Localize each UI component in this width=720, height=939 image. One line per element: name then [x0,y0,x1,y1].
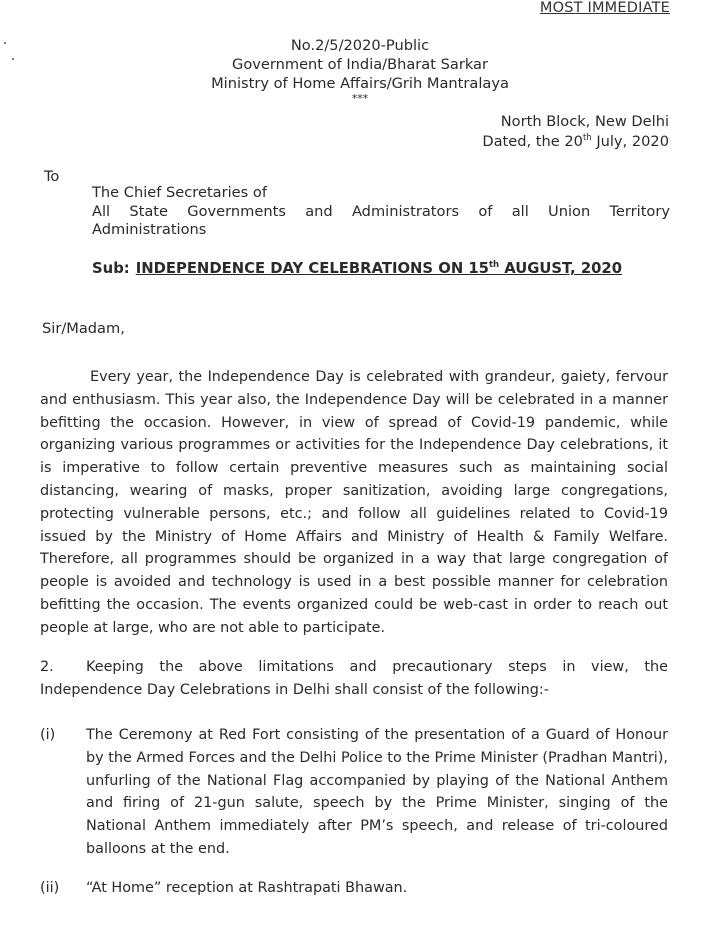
list-item [40,724,668,861]
priority-marking: MOST IMMEDIATE [539,0,670,16]
subject-line [92,260,622,277]
subject-text-prefix: INDEPENDENCE DAY CELEBRATIONS ON 15 [135,260,489,277]
ministry-name: Ministry of Home Affairs/Grih Mantralaya [211,75,509,92]
addressee-line-3: Administrations [92,221,207,238]
date-prefix: Dated, the 20 [482,132,583,150]
subject-text-suffix: AUGUST, 2020 [499,260,622,277]
to-label: To [44,168,60,185]
file-number: No.2/5/2020-Public [290,37,430,54]
list-item [40,877,668,900]
list-marker: (i) [40,727,56,743]
government-name: Government of India/Bharat Sarkar [232,56,488,73]
letter-date [482,132,669,152]
list-item-text: The Ceremony at Red Fort consisting of the presentation of a Guard of Honour by the Armed Forces and the Delhi Police to the Prime Minister (Pradhan Mantri), unfurling of the National Flag accompanied by playing of the National Anthem and firing of 21-gun salute, speech by the Prime Minister, singing of the National Anthem immediately after PM’s speech, and release of tri-coloured balloons at the end. [86,727,668,857]
header-separator: *** [351,92,369,105]
place-date-block [482,112,669,151]
date-superscript: th [582,132,592,143]
addressee-line-2: All State Governments and Administrators of all Union Territory [92,202,670,220]
addressee-line-1: The Chief Secretaries of [92,184,267,201]
list-item-text: “At Home” reception at Rashtrapati Bhawan. [86,880,408,896]
paragraph-2-text: Keeping the above limitations and precautionary steps in view, the Independence Day Celebrations in Delhi shall consist of the following:- [40,659,668,698]
salutation: Sir/Madam, [42,320,125,337]
subject-text [136,260,622,277]
date-suffix: July, 2020 [591,132,669,150]
paragraph-2 [40,656,668,702]
place: North Block, New Delhi [500,113,669,130]
letter-header [0,36,720,105]
paragraph-1: Every year, the Independence Day is celebrated with grandeur, gaiety, fervour and enthusiasm. This year also, the Independence Day will be celebrated in a manner befitting the occasion. However, in view of spread of Covid-19 pandemic, while organizing various programmes or activities for the Independence Day celebrations, it is imperative to follow certain preventive measures such as maintaining social distancing, wearing of masks, proper sanitization, avoiding large congregations, protecting vulnerable persons, etc.; and follow all guidelines related to Covid-19 issued by the Ministry of Home Affairs and Ministry of Health & Family Welfare. Therefore, all programmes should be organized in a way that large congregation of people is avoided and technology is used in a best possible manner for celebration befitting the occasion. The events organized could be web-cast in order to reach out people at large, who are not able to participate. [40,369,668,636]
list-marker: (ii) [40,880,60,896]
addressee-block [92,184,670,240]
subject-superscript: th [488,260,500,270]
paragraph-number: 2. [40,659,54,675]
subject-label: Sub: [92,260,130,277]
